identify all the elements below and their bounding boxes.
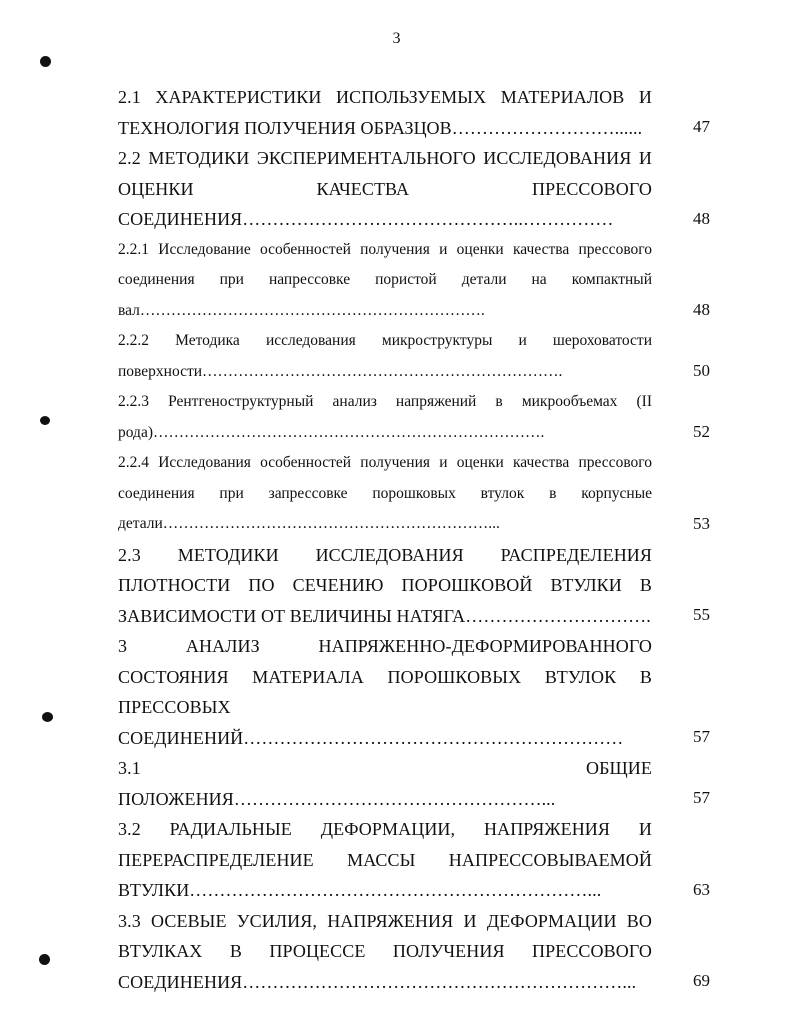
toc-entry-title: 3.1 ОБЩИЕ ПОЛОЖЕНИЯ……………………………………………...	[118, 758, 652, 809]
toc-entry[interactable]	[118, 814, 718, 906]
page-number: 3	[392, 30, 401, 47]
toc-entry-title: 2.2.4 Исследования особенностей получения и оценки качества прессового соединения при запрессовке порошковых втулок в корпусные детали………………………………………………………...	[118, 454, 652, 532]
toc-entry-page: 69	[693, 971, 710, 990]
scan-mark	[40, 416, 50, 425]
toc-entry[interactable]	[118, 448, 718, 540]
toc-entry-page: 63	[693, 879, 710, 899]
scan-mark	[39, 954, 50, 965]
toc-entry-page: 57	[693, 727, 710, 746]
scan-mark	[42, 712, 53, 722]
toc-entry-page: 48	[693, 300, 710, 319]
toc-entry-title: 3.2 РАДИАЛЬНЫЕ ДЕФОРМАЦИИ, НАПРЯЖЕНИЯ И ПЕРЕРАСПРЕДЕЛЕНИЕ МАССЫ НАПРЕССОВЫВАЕМОЙ ВТУЛКИ…………………………………………………………...	[118, 819, 652, 900]
toc-entry[interactable]	[118, 235, 718, 327]
toc-entry-page: 50	[693, 361, 710, 380]
toc-entry-title: 2.2 МЕТОДИКИ ЭКСПЕРИМЕНТАЛЬНОГО ИССЛЕДОВАНИЯ И ОЦЕНКИ КАЧЕСТВА ПРЕССОВОГО СОЕДИНЕНИЯ………………………………………..……………	[118, 148, 652, 229]
toc-entry-title: 2.2.1 Исследование особенностей получения и оценки качества прессового соединения при напрессовке пористой детали на компактный вал………………………………………………………….	[118, 240, 652, 319]
toc-entry[interactable]	[118, 82, 718, 143]
scan-mark	[40, 56, 51, 67]
toc-entry-title: 3 АНАЛИЗ НАПРЯЖЕННО-ДЕФОРМИРОВАННОГО СОСТОЯНИЯ МАТЕРИАЛА ПОРОШКОВЫХ ВТУЛОК В ПРЕССОВЫХ СОЕДИНЕНИЙ………………………………………………………	[118, 636, 652, 748]
toc-entry-page: 52	[693, 422, 710, 441]
toc-entry[interactable]	[118, 143, 718, 235]
toc-entry[interactable]	[118, 326, 718, 387]
toc-entry-page: 55	[693, 605, 710, 624]
toc-entry[interactable]	[118, 631, 718, 753]
toc-entry[interactable]	[118, 387, 718, 448]
toc-entry-page: 48	[693, 208, 710, 228]
toc-entry-title: 3.3 ОСЕВЫЕ УСИЛИЯ, НАПРЯЖЕНИЯ И ДЕФОРМАЦИИ ВО ВТУЛКАХ В ПРОЦЕССЕ ПОЛУЧЕНИЯ ПРЕССОВОГО СОЕДИНЕНИЯ………………………………………………………...	[118, 910, 652, 992]
toc-entry-title: 2.3 МЕТОДИКИ ИССЛЕДОВАНИЯ РАСПРЕДЕЛЕНИЯ ПЛОТНОСТИ ПО СЕЧЕНИЮ ПОРОШКОВОЙ ВТУЛКИ В ЗАВИСИМОСТИ ОТ ВЕЛИЧИНЫ НАТЯГА………………………….	[118, 544, 652, 626]
toc-entry[interactable]	[118, 753, 718, 814]
table-of-contents	[118, 82, 718, 997]
toc-entry-page: 57	[693, 788, 710, 807]
toc-entry-title: 2.2.2 Методика исследования микроструктуры и шероховатости поверхности…………………………………………………………….	[118, 332, 652, 380]
toc-entry[interactable]	[118, 906, 718, 998]
toc-entry-page: 47	[693, 117, 710, 136]
toc-entry[interactable]	[118, 540, 718, 632]
toc-entry-title: 2.1 ХАРАКТЕРИСТИКИ ИСПОЛЬЗУЕМЫХ МАТЕРИАЛОВ И ТЕХНОЛОГИЯ ПОЛУЧЕНИЯ ОБРАЗЦОВ………………………......	[118, 87, 652, 138]
toc-entry-page: 53	[693, 513, 710, 533]
toc-entry-title: 2.2.3 Рентгеноструктурный анализ напряжений в микрообъемах (II рода)………………………………………………………………….	[118, 393, 652, 441]
